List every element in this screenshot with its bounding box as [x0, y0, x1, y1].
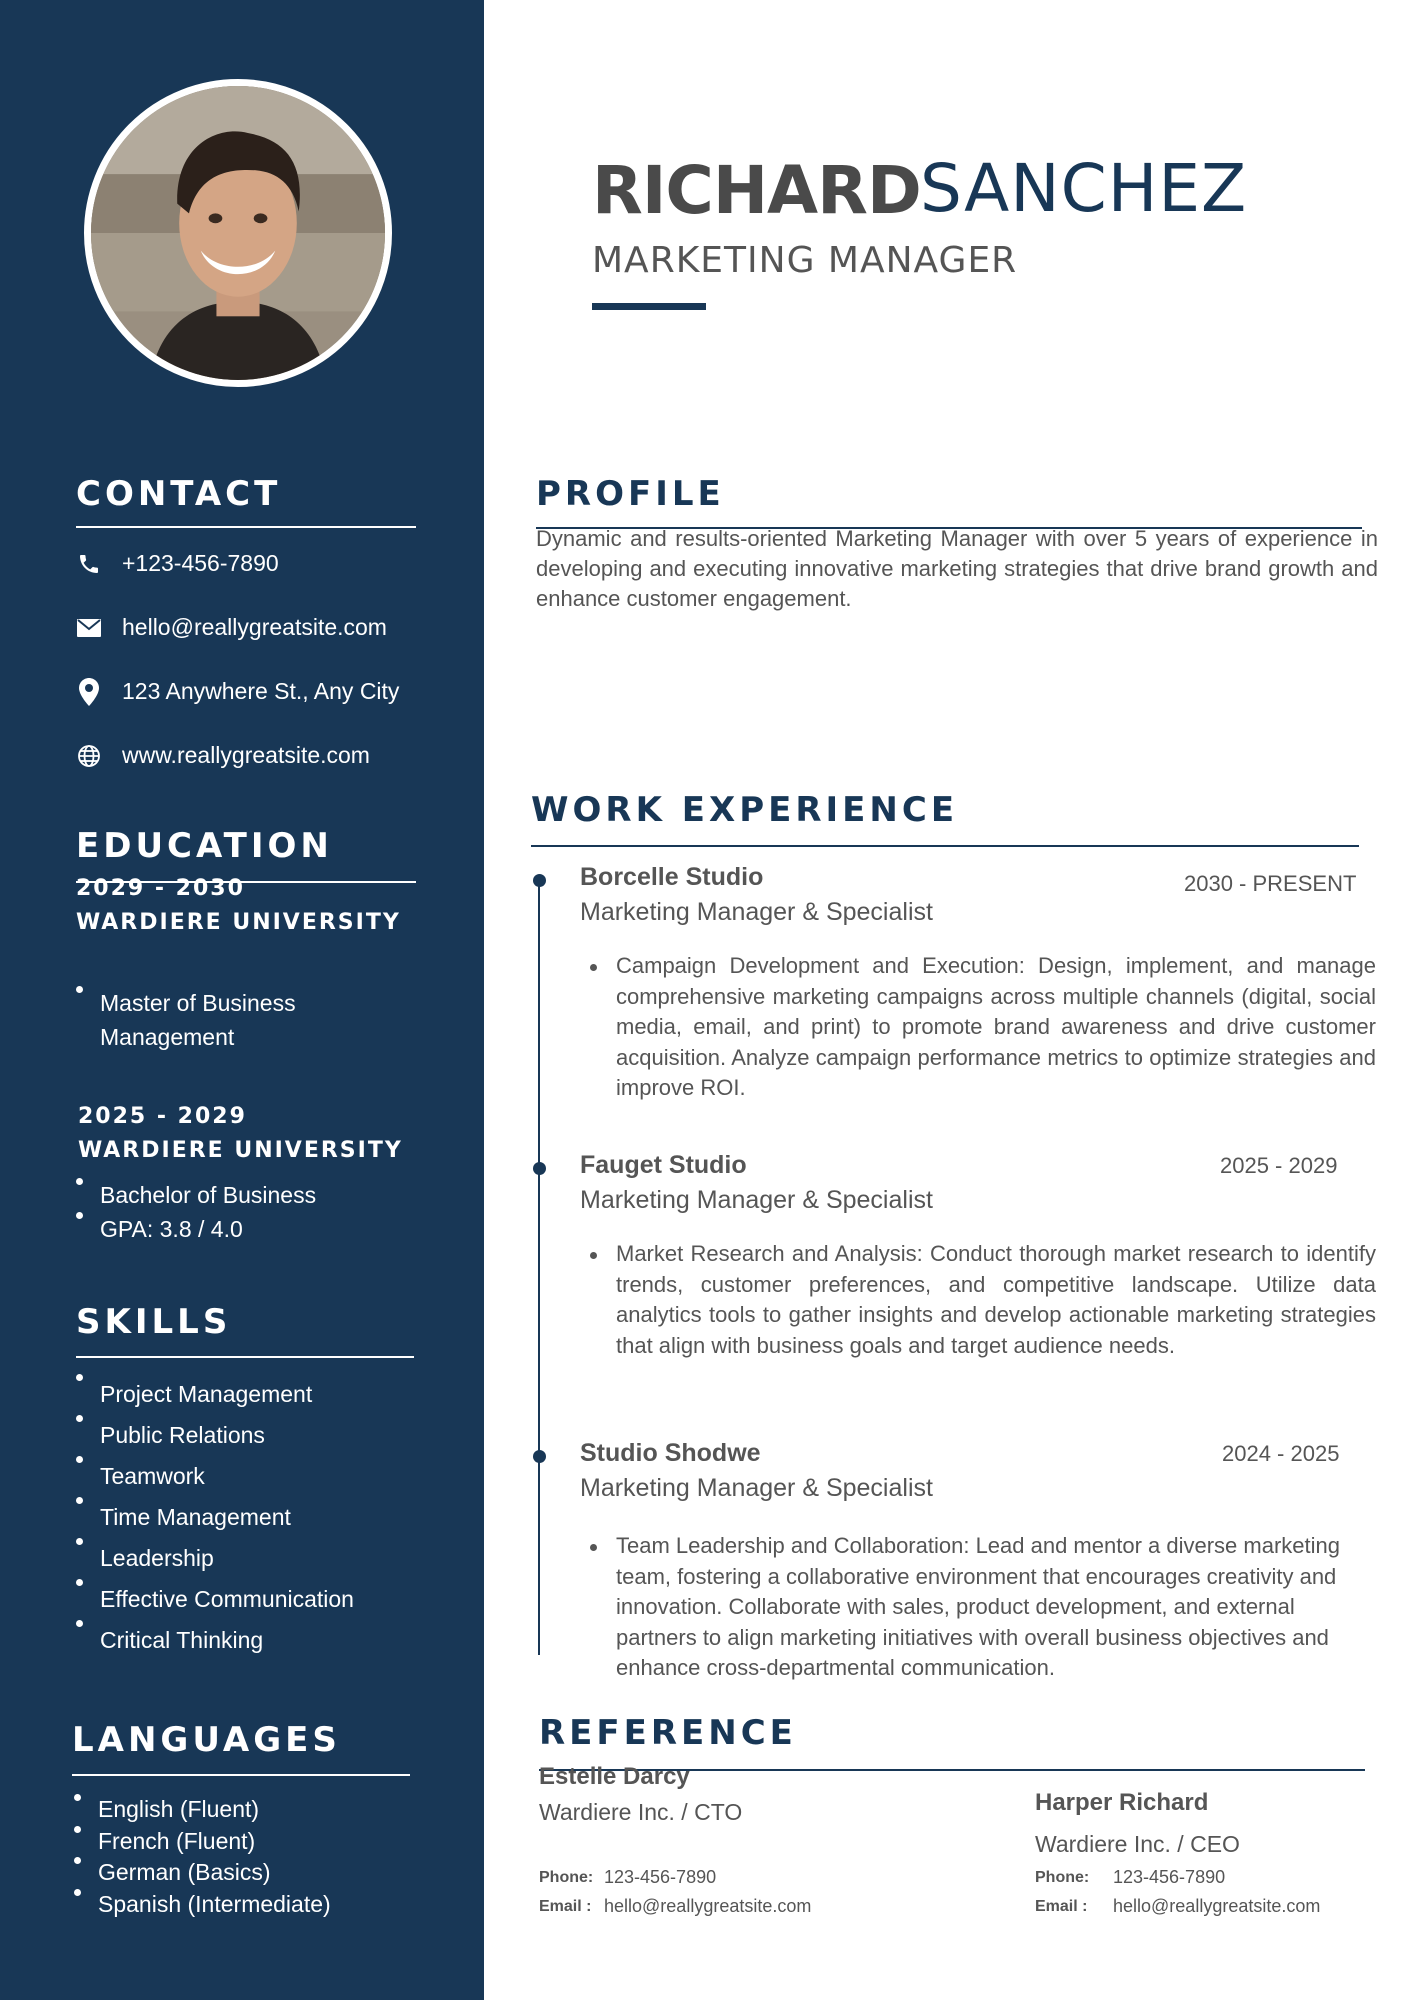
job-title: MARKETING MANAGER — [592, 240, 1018, 281]
profile-heading: PROFILE — [536, 474, 725, 514]
timeline-dot — [533, 874, 546, 887]
education-school: WARDIERE UNIVERSITY — [76, 910, 401, 935]
last-name: SANCHEZ — [920, 150, 1248, 227]
reference-phone-label: Phone: — [539, 1869, 594, 1886]
first-name: RICHARD — [592, 152, 921, 229]
contact-email-text[interactable]: hello@reallygreatsite.com — [122, 614, 387, 640]
job-description: Market Research and Analysis: Conduct thorough market research to identify trends, customer preferences, and competitive landscape. Utilize data analytics tools to gather insights and develop actionable marketing strategies that align with business goals and target audience needs. — [590, 1239, 1376, 1361]
list-item: French (Fluent) — [74, 1826, 434, 1858]
contact-website — [76, 742, 370, 769]
list-item: English (Fluent) — [74, 1794, 434, 1826]
reference-email[interactable]: hello@reallygreatsite.com — [604, 1896, 812, 1916]
reference-org: Wardiere Inc. / CEO — [1035, 1831, 1240, 1857]
work-experience-heading: WORK EXPERIENCE — [531, 790, 959, 830]
job-dates: 2025 - 2029 — [1220, 1153, 1338, 1178]
contact-website-text[interactable]: www.reallygreatsite.com — [122, 742, 370, 768]
job-description: Team Leadership and Collaboration: Lead and mentor a diverse marketing team, fostering a collaborative environment that encourages creativity and innovation. Collaborate with sales, product development, and external partners to align marketing initiatives with overall business objectives and enhance cross-departmental communication. — [590, 1531, 1366, 1684]
reference-name: Harper Richard — [1035, 1789, 1209, 1816]
profile-photo — [84, 79, 392, 387]
skills-heading: SKILLS — [76, 1302, 232, 1342]
reference-email-label: Email : — [539, 1898, 592, 1915]
profile-text: Dynamic and results-oriented Marketing Manager with over 5 years of experience in developing and executing innovative marketing strategies that drive brand growth and enhance customer engagement. — [536, 526, 1378, 611]
list-item: Project Management — [76, 1374, 436, 1415]
job-role: Marketing Manager & Specialist — [580, 898, 933, 926]
education-heading: EDUCATION — [76, 826, 333, 866]
title-accent-bar — [592, 303, 706, 310]
job-company: Borcelle Studio — [580, 863, 764, 891]
list-item: Leadership — [76, 1538, 436, 1579]
contact-divider — [76, 526, 416, 528]
languages-list — [74, 1794, 434, 1920]
reference-name: Estelle Darcy — [539, 1763, 690, 1790]
envelope-icon — [76, 615, 102, 641]
reference-email[interactable]: hello@reallygreatsite.com — [1113, 1896, 1321, 1916]
languages-heading: LANGUAGES — [72, 1720, 341, 1760]
contact-address — [76, 678, 399, 705]
job-dates: 2030 - PRESENT — [1184, 871, 1357, 896]
list-item: Bachelor of Business — [76, 1178, 406, 1212]
education-years: 2029 - 2030 — [76, 876, 245, 901]
timeline-dot — [533, 1450, 546, 1463]
job-company: Studio Shodwe — [580, 1439, 761, 1467]
languages-divider — [72, 1774, 410, 1776]
map-pin-icon — [76, 679, 102, 705]
contact-heading: CONTACT — [76, 474, 282, 514]
reference-phone[interactable]: 123-456-7890 — [604, 1867, 717, 1887]
list-item: German (Basics) — [74, 1857, 434, 1889]
education-school: WARDIERE UNIVERSITY — [78, 1138, 403, 1163]
job-description: Campaign Development and Execution: Design, implement, and manage comprehensive marketing campaigns across multiple channels (digital, social media, email, and print) to promote brand awareness and drive customer acquisition. Analyze campaign performance metrics to optimize strategies and improve ROI. — [590, 951, 1376, 1104]
person-portrait-icon — [91, 86, 385, 380]
reference-phone[interactable]: 123-456-7890 — [1113, 1867, 1226, 1887]
list-item: Time Management — [76, 1497, 436, 1538]
contact-address-text: 123 Anywhere St., Any City — [122, 678, 400, 704]
job-role: Marketing Manager & Specialist — [580, 1186, 933, 1214]
phone-icon — [76, 551, 102, 577]
timeline-dot — [533, 1162, 546, 1175]
list-item: Master of Business Management — [76, 986, 376, 1054]
skills-divider — [76, 1356, 414, 1358]
job-role: Marketing Manager & Specialist — [580, 1474, 933, 1502]
list-item: Spanish (Intermediate) — [74, 1889, 434, 1921]
education-details — [76, 1178, 406, 1246]
timeline-line — [538, 880, 540, 1655]
reference-heading: REFERENCE — [539, 1713, 797, 1753]
job-dates: 2024 - 2025 — [1222, 1441, 1340, 1466]
contact-phone — [76, 550, 279, 577]
reference-org: Wardiere Inc. / CTO — [539, 1799, 743, 1825]
globe-icon — [76, 743, 102, 769]
list-item: Teamwork — [76, 1456, 436, 1497]
contact-email — [76, 614, 387, 641]
work-experience-divider — [531, 845, 1359, 847]
skills-list — [76, 1374, 436, 1661]
list-item: Public Relations — [76, 1415, 436, 1456]
list-item: Effective Communication — [76, 1579, 436, 1620]
education-details — [76, 986, 376, 1054]
contact-phone-text[interactable]: +123-456-7890 — [122, 550, 279, 576]
job-company: Fauget Studio — [580, 1151, 747, 1179]
list-item: GPA: 3.8 / 4.0 — [76, 1212, 406, 1246]
reference-email-label: Email : — [1035, 1898, 1088, 1915]
sidebar — [0, 0, 484, 2000]
list-item: Critical Thinking — [76, 1620, 436, 1661]
reference-phone-label: Phone: — [1035, 1869, 1090, 1886]
education-years: 2025 - 2029 — [78, 1104, 247, 1129]
